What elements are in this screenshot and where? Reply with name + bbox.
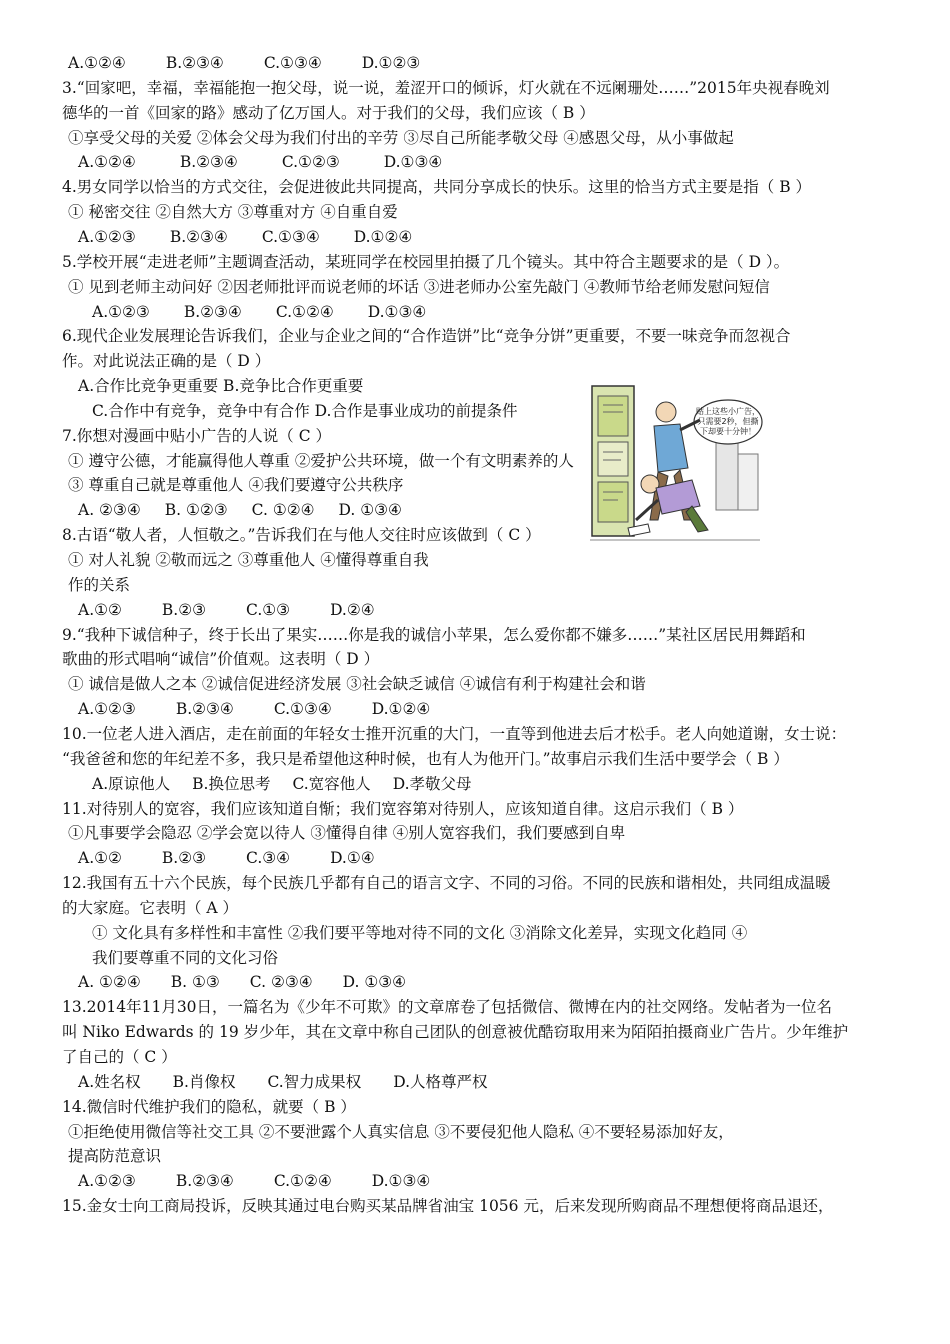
answer-option: C.①②③ [281, 153, 340, 172]
answer-options [78, 971, 406, 993]
answer-option: A.①②③ [92, 302, 150, 321]
text-line: C.合作中有竞争，竞争中有合作 D.合作是事业成功的前提条件 [92, 401, 518, 420]
answer-option: A.①②③ [78, 227, 136, 246]
text-line: 4.男女同学以恰当的方式交往，会促进彼此共同提高，共同分享成长的快乐。这里的恰当方式主要是指（ B ） [62, 178, 812, 197]
text-line: ① 秘密交往 ②自然大方 ③尊重对方 ④自重自爱 [68, 203, 398, 222]
text-line: 10.一位老人进入酒店，走在前面的年轻女士推开沉重的大门，一直等到他进去后才松手。老人向她道谢，女士说： [62, 724, 847, 743]
text-line: ①拒绝使用微信等社交工具 ②不要泄露个人真实信息 ③不要侵犯他人隐私 ④不要轻易添加好友， [68, 1122, 734, 1141]
answer-options [78, 226, 412, 248]
answer-option: B.②③ [161, 849, 207, 868]
text-line: 8.古语“敬人者，人恒敬之。”告诉我们在与他人交往时应该做到（ C ） [62, 526, 541, 545]
text-line: 提高防范意识 [68, 1147, 162, 1166]
answer-option: C.①③④ [263, 54, 322, 72]
cartoon-caption-line: 下却要十分钟！ [700, 427, 756, 436]
text-line: 12.我国有五十六个民族，每个民族几乎都有自己的语言文字、不同的习俗。不同的民族和谐相处，共同组成温暖 [62, 874, 831, 893]
answer-options [78, 499, 402, 521]
answer-option: D.①④ [330, 849, 375, 868]
answer-option: C.智力成果权 [267, 1072, 362, 1091]
answer-option: C.①③④ [273, 700, 332, 719]
answer-option: A.①② [78, 849, 122, 868]
text-line: 了自己的（ C ） [62, 1048, 177, 1066]
text-line: 叫 Niko Edwards 的 19 岁少年，其在文章中称自己团队的创意被优酷窃取用来为陌陌拍摄商业广告片。少年维护 [62, 1023, 849, 1042]
text-line: ① 诚信是做人之本 ②诚信促进经济发展 ③社会缺乏诚信 ④诚信有利于构建社会和谐 [68, 675, 646, 694]
text-line: 歌曲的形式唱响“诚信”价值观。这表明（ D ） [62, 650, 380, 669]
cartoon-illustration-icon [588, 380, 763, 547]
answer-option: D.①③④ [371, 1172, 431, 1191]
cartoon-caption-line: 贴上这些小广告， [696, 407, 760, 416]
answer-option: A.姓名权 [78, 1072, 141, 1091]
text-line: 13.2014年11月30日，一篇名为《少年不可欺》的文章席卷了包括微信、微博在内的社交网络。发帖者为一位名 [62, 998, 833, 1017]
answer-option: B. ①②③ [164, 501, 228, 520]
answer-option: D.①②④ [371, 700, 431, 719]
text-line: A.合作比竞争更重要 B.竞争比合作更重要 [78, 377, 364, 396]
answer-option: A. ①②④ [78, 973, 141, 992]
text-line: 15.金女士向工商局投诉，反映其通过电台购买某品牌省油宝 1056 元，后来发现所购商品不理想便将商品退还， [62, 1197, 834, 1216]
answer-option: B.②③④ [165, 54, 224, 72]
answer-option: A.①②④ [78, 153, 136, 172]
answer-option: A. ②③④ [78, 501, 141, 520]
text-line: 德华的一首《回家的路》感动了亿万国人。对于我们的父母，我们应该（ B ） [62, 103, 595, 122]
text-line: ①享受父母的关爱 ②体会父母为我们付出的辛劳 ③尽自己所能孝敬父母 ④感恩父母，从小事做起 [68, 128, 734, 147]
text-line: 9.“我种下诚信种子，终于长出了果实……你是我的诚信小苹果，怎么爱你都不嫌多……”某社区居民用舞蹈和 [62, 625, 806, 644]
answer-options [78, 599, 375, 621]
answer-options [78, 151, 442, 173]
answer-option: C. ②③④ [249, 973, 313, 992]
answer-option: B.②③④ [175, 700, 234, 719]
text-line: 5.学校开展“走进老师”主题调查活动，某班同学在校园里拍摄了几个镜头。其中符合主题要求的是（ D ）。 [62, 252, 790, 271]
text-line: 作的关系 [68, 575, 131, 594]
text-line: ③ 尊重自己就是尊重他人 ④我们要遵守公共秩序 [68, 476, 404, 495]
answer-options [92, 773, 472, 795]
text-line: ① 对人礼貌 ②敬而远之 ③尊重他人 ④懂得尊重自我 [68, 551, 429, 569]
answer-options [78, 1170, 430, 1192]
answer-option: A.原谅他人 [92, 774, 171, 793]
answer-option: D.①③④ [367, 302, 427, 321]
answer-option: D.①②③ [361, 54, 421, 72]
answer-option: A.①②③ [78, 1172, 136, 1191]
answer-option: A.①② [78, 600, 122, 619]
text-line: 7.你想对漫画中贴小广告的人说（ C ） [62, 426, 332, 445]
answer-options [78, 1071, 488, 1093]
answer-option: D.孝敬父母 [392, 774, 472, 793]
answer-option: B.②③④ [175, 1172, 234, 1191]
answer-option: C.①③ [246, 600, 291, 619]
answer-option: D. ①③④ [342, 973, 407, 992]
text-line: 14.微信时代维护我们的隐私，就要（ B ） [62, 1097, 356, 1116]
answer-option: B.②③④ [183, 302, 242, 321]
answer-option: C.①②④ [273, 1172, 332, 1191]
answer-options [92, 301, 426, 323]
text-line: ① 见到老师主动问好 ②因老师批评而说老师的坏话 ③进老师办公室先敲门 ④教师节给老师发慰问短信 [68, 277, 770, 296]
answer-option: B.②③ [161, 600, 207, 619]
answer-option: C.宽容他人 [292, 774, 371, 793]
answer-option: B. ①③ [170, 973, 220, 992]
text-line: ① 文化具有多样性和丰富性 ②我们要平等地对待不同的文化 ③消除文化差异，实现文化趋同 ④ [92, 923, 748, 942]
cartoon-caption-line: 只需要2秒，但撕 [697, 417, 759, 426]
answer-option: D.①②④ [353, 227, 413, 246]
text-line: 作。对此说法正确的是（ D ） [62, 352, 271, 371]
text-line: 11.对待别人的宽容，我们应该知道自惭；我们宽容第对待别人，应该知道自律。这启示我们（ B ） [62, 799, 744, 818]
text-line: 我们要尊重不同的文化习俗 [92, 948, 279, 967]
answer-option: B.②③④ [179, 153, 238, 172]
answer-option: A.①②④ [68, 54, 126, 72]
answer-option: A.①②③ [78, 700, 136, 719]
text-line: 6.现代企业发展理论告诉我们，企业与企业之间的“合作造饼”比“竞争分饼”更重要，不要一味竞争而忽视合 [62, 327, 791, 346]
answer-option: D.人格尊严权 [393, 1072, 488, 1091]
cartoon-image [588, 380, 763, 547]
text-line: “我爸爸和您的年纪差不多，我只是希望他这种时候，也有人为他开门。”故事启示我们生活中要学会（ B ） [62, 749, 789, 768]
answer-option: C.③④ [246, 849, 291, 868]
text-line: 3.“回家吧，幸福，幸福能抱一抱父母，说一说，羞涩开口的倾诉，灯火就在不远阑珊处……”2015年央视春晚刘 [62, 78, 830, 97]
answer-options [68, 52, 420, 74]
answer-option: C.①②④ [275, 302, 334, 321]
answer-options [78, 698, 430, 720]
answer-option: C.①③④ [261, 227, 320, 246]
answer-option: B.换位思考 [192, 774, 271, 793]
answer-option: B.肖像权 [172, 1072, 236, 1091]
text-line: ① 遵守公德，才能赢得他人尊重 ②爱护公共环境，做一个有文明素养的人 [68, 451, 574, 470]
answer-option: D.①③④ [383, 153, 443, 172]
answer-option: B.②③④ [169, 227, 228, 246]
text-line: ①凡事要学会隐忍 ②学会宽以待人 ③懂得自律 ④别人宽容我们，我们要感到自卑 [68, 824, 626, 843]
answer-option: C. ①②④ [251, 501, 315, 520]
answer-option: D.②④ [330, 600, 375, 619]
answer-option: D. ①③④ [338, 501, 402, 520]
answer-options [78, 847, 375, 869]
text-line: 的大家庭。它表明（ A ） [62, 898, 239, 917]
